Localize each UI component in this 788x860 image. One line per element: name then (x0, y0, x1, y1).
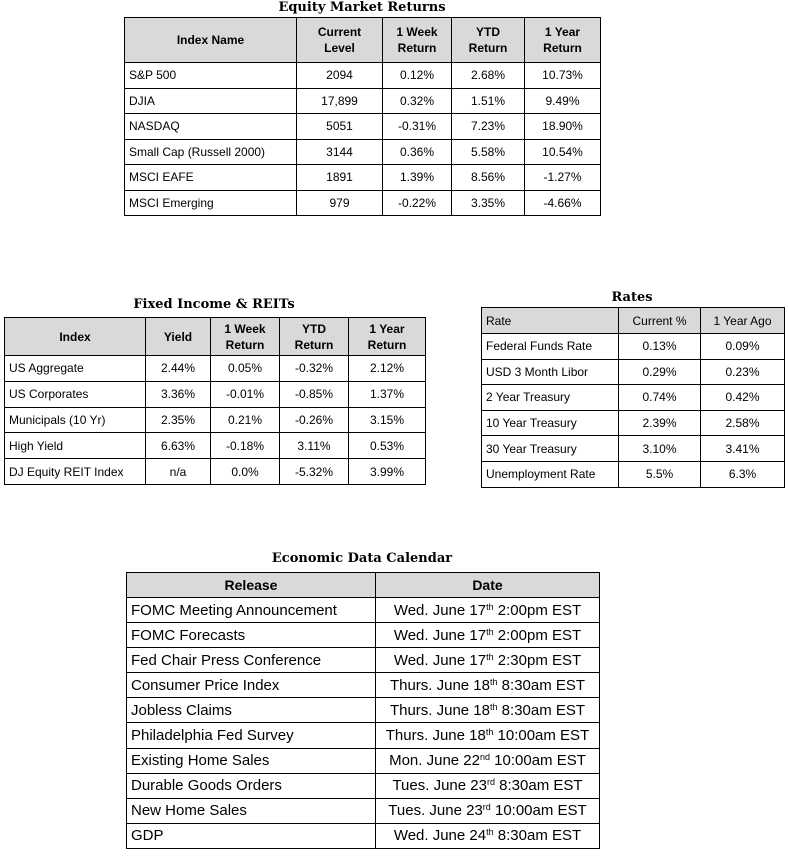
date-time: 2:00pm EST (493, 601, 582, 619)
current-rate-cell: 2.39% (619, 410, 701, 436)
index-name-cell: S&P 500 (125, 63, 297, 89)
year-return-cell: 1.37% (349, 381, 426, 407)
fixed-header-row (5, 318, 426, 356)
current-level-cell: 2094 (297, 63, 383, 89)
week-return-cell: 1.39% (383, 165, 452, 191)
date-ordinal-suffix: rd (482, 802, 491, 813)
calendar-row (127, 598, 600, 623)
date-ordinal-suffix: th (485, 727, 494, 738)
date-prefix: Wed. June 17 (393, 601, 487, 619)
rate-name-cell: 2 Year Treasury (482, 385, 619, 411)
index-name-cell: Municipals (10 Yr) (5, 407, 146, 433)
current-rate-cell: 3.10% (619, 436, 701, 462)
calendar-header-date: Date (376, 573, 600, 598)
year-return-cell: -4.66% (525, 190, 601, 216)
year-ago-rate-cell: 0.09% (701, 334, 785, 360)
ytd-return-cell: 5.58% (452, 139, 525, 165)
current-level-cell: 3144 (297, 139, 383, 165)
ytd-return-cell: 1.51% (452, 88, 525, 114)
date-prefix: Thurs. June 18 (385, 727, 486, 745)
index-name-cell: DJ Equity REIT Index (5, 459, 146, 485)
table-row (482, 334, 785, 360)
current-rate-cell: 0.13% (619, 334, 701, 360)
table-row (125, 114, 601, 140)
fixed-header-index: Index (5, 318, 146, 356)
release-cell: Jobless Claims (127, 698, 376, 723)
table-row (5, 459, 426, 485)
week-return-cell: 0.12% (383, 63, 452, 89)
rates-header-year-ago: 1 Year Ago (701, 308, 785, 334)
current-rate-cell: 5.5% (619, 461, 701, 487)
date-prefix: Wed. June 17 (393, 651, 487, 669)
fixed-header-yield: Yield (146, 318, 211, 356)
year-ago-rate-cell: 2.58% (701, 410, 785, 436)
equity-header-row (125, 18, 601, 63)
calendar-row (127, 798, 600, 823)
table-row (125, 88, 601, 114)
table-row (5, 407, 426, 433)
date-cell (376, 648, 600, 673)
date-cell (376, 698, 600, 723)
date-prefix: Mon. June 22 (389, 752, 480, 770)
index-name-cell: MSCI Emerging (125, 190, 297, 216)
ytd-return-cell: 3.35% (452, 190, 525, 216)
calendar-row (127, 673, 600, 698)
date-ordinal-suffix: th (486, 827, 494, 838)
year-return-cell: 2.12% (349, 356, 426, 382)
date-ordinal-suffix: th (486, 626, 494, 637)
date-time: 8:30am EST (494, 777, 583, 795)
current-level-cell: 1891 (297, 165, 383, 191)
calendar-title: Economic Data Calendar (271, 551, 453, 566)
table-row (125, 139, 601, 165)
date-ordinal-suffix: th (486, 651, 494, 662)
fixed-table (4, 317, 426, 485)
week-return-cell: 0.05% (211, 356, 280, 382)
year-return-cell: 0.53% (349, 433, 426, 459)
ytd-return-cell: -5.32% (280, 459, 349, 485)
date-time: 8:30am EST (497, 701, 586, 719)
equity-title: Equity Market Returns (278, 0, 446, 15)
table-row (5, 433, 426, 459)
week-return-cell: 0.36% (383, 139, 452, 165)
date-prefix: Tues. June 23 (388, 802, 483, 820)
release-cell: New Home Sales (127, 798, 376, 823)
yield-cell: n/a (146, 459, 211, 485)
calendar-row (127, 698, 600, 723)
date-cell (376, 623, 600, 648)
index-name-cell: US Corporates (5, 381, 146, 407)
week-return-cell: -0.18% (211, 433, 280, 459)
rates-header-rate: Rate (482, 308, 619, 334)
equity-header-ytd: YTD Return (452, 18, 525, 63)
equity-header-week: 1 Week Return (383, 18, 452, 63)
date-ordinal-suffix: th (490, 701, 498, 712)
rate-name-cell: Federal Funds Rate (482, 334, 619, 360)
table-row (5, 356, 426, 382)
calendar-table (126, 572, 600, 849)
year-ago-rate-cell: 6.3% (701, 461, 785, 487)
release-cell: Fed Chair Press Conference (127, 648, 376, 673)
yield-cell: 2.35% (146, 407, 211, 433)
year-return-cell: 18.90% (525, 114, 601, 140)
calendar-row (127, 648, 600, 673)
week-return-cell: 0.21% (211, 407, 280, 433)
date-time: 10:00am EST (493, 727, 590, 745)
date-prefix: Thurs. June 18 (389, 676, 490, 694)
rates-header-row (482, 308, 785, 334)
rate-name-cell: USD 3 Month Libor (482, 359, 619, 385)
rate-name-cell: 10 Year Treasury (482, 410, 619, 436)
year-return-cell: 10.54% (525, 139, 601, 165)
date-time: 8:30am EST (493, 827, 582, 845)
table-row (482, 461, 785, 487)
current-level-cell: 17,899 (297, 88, 383, 114)
date-cell (376, 673, 600, 698)
date-prefix: Wed. June 17 (393, 626, 487, 644)
date-time: 2:30pm EST (493, 651, 582, 669)
year-return-cell: 3.15% (349, 407, 426, 433)
date-time: 2:00pm EST (493, 626, 582, 644)
week-return-cell: 0.0% (211, 459, 280, 485)
calendar-row (127, 723, 600, 748)
date-time: 8:30am EST (497, 676, 586, 694)
ytd-return-cell: 7.23% (452, 114, 525, 140)
calendar-header-release: Release (127, 573, 376, 598)
date-cell (376, 798, 600, 823)
release-cell: Consumer Price Index (127, 673, 376, 698)
date-prefix: Thurs. June 18 (389, 701, 490, 719)
date-cell (376, 773, 600, 798)
index-name-cell: DJIA (125, 88, 297, 114)
calendar-row (127, 823, 600, 848)
ytd-return-cell: 2.68% (452, 63, 525, 89)
equity-header-year: 1 Year Return (525, 18, 601, 63)
yield-cell: 2.44% (146, 356, 211, 382)
ytd-return-cell: 8.56% (452, 165, 525, 191)
ytd-return-cell: -0.85% (280, 381, 349, 407)
current-rate-cell: 0.74% (619, 385, 701, 411)
table-row (125, 190, 601, 216)
week-return-cell: -0.01% (211, 381, 280, 407)
year-ago-rate-cell: 0.42% (701, 385, 785, 411)
table-row (482, 436, 785, 462)
calendar-row (127, 623, 600, 648)
year-ago-rate-cell: 0.23% (701, 359, 785, 385)
calendar-row (127, 748, 600, 773)
table-row (125, 165, 601, 191)
ytd-return-cell: 3.11% (280, 433, 349, 459)
rate-name-cell: Unemployment Rate (482, 461, 619, 487)
table-row (5, 381, 426, 407)
date-ordinal-suffix: rd (486, 777, 495, 788)
date-ordinal-suffix: th (486, 601, 494, 612)
year-return-cell: 10.73% (525, 63, 601, 89)
ytd-return-cell: -0.26% (280, 407, 349, 433)
yield-cell: 3.36% (146, 381, 211, 407)
table-row (482, 410, 785, 436)
index-name-cell: High Yield (5, 433, 146, 459)
week-return-cell: -0.22% (383, 190, 452, 216)
fixed-header-week: 1 Week Return (211, 318, 280, 356)
week-return-cell: -0.31% (383, 114, 452, 140)
date-cell (376, 598, 600, 623)
equity-table (124, 17, 601, 216)
date-ordinal-suffix: nd (480, 752, 491, 763)
release-cell: FOMC Meeting Announcement (127, 598, 376, 623)
week-return-cell: 0.32% (383, 88, 452, 114)
fixed-title: Fixed Income & REITs (133, 297, 295, 312)
ytd-return-cell: -0.32% (280, 356, 349, 382)
rates-header-current: Current % (619, 308, 701, 334)
current-rate-cell: 0.29% (619, 359, 701, 385)
date-cell (376, 723, 600, 748)
rate-name-cell: 30 Year Treasury (482, 436, 619, 462)
index-name-cell: MSCI EAFE (125, 165, 297, 191)
year-return-cell: 3.99% (349, 459, 426, 485)
yield-cell: 6.63% (146, 433, 211, 459)
index-name-cell: NASDAQ (125, 114, 297, 140)
rates-table (481, 307, 785, 488)
year-return-cell: 9.49% (525, 88, 601, 114)
table-row (482, 385, 785, 411)
equity-header-index: Index Name (125, 18, 297, 63)
rates-title: Rates (611, 290, 653, 305)
table-row (482, 359, 785, 385)
year-ago-rate-cell: 3.41% (701, 436, 785, 462)
date-cell (376, 748, 600, 773)
release-cell: Philadelphia Fed Survey (127, 723, 376, 748)
date-time: 10:00am EST (490, 752, 586, 770)
release-cell: Existing Home Sales (127, 748, 376, 773)
release-cell: Durable Goods Orders (127, 773, 376, 798)
date-time: 10:00am EST (490, 802, 587, 820)
release-cell: GDP (127, 823, 376, 848)
release-cell: FOMC Forecasts (127, 623, 376, 648)
year-return-cell: -1.27% (525, 165, 601, 191)
calendar-header-row (127, 573, 600, 598)
current-level-cell: 5051 (297, 114, 383, 140)
table-row (125, 63, 601, 89)
fixed-header-ytd: YTD Return (280, 318, 349, 356)
index-name-cell: US Aggregate (5, 356, 146, 382)
index-name-cell: Small Cap (Russell 2000) (125, 139, 297, 165)
date-ordinal-suffix: th (490, 676, 498, 687)
calendar-row (127, 773, 600, 798)
date-prefix: Tues. June 23 (392, 777, 487, 795)
equity-header-current: Current Level (297, 18, 383, 63)
fixed-header-year: 1 Year Return (349, 318, 426, 356)
date-cell (376, 823, 600, 848)
current-level-cell: 979 (297, 190, 383, 216)
date-prefix: Wed. June 24 (393, 827, 487, 845)
